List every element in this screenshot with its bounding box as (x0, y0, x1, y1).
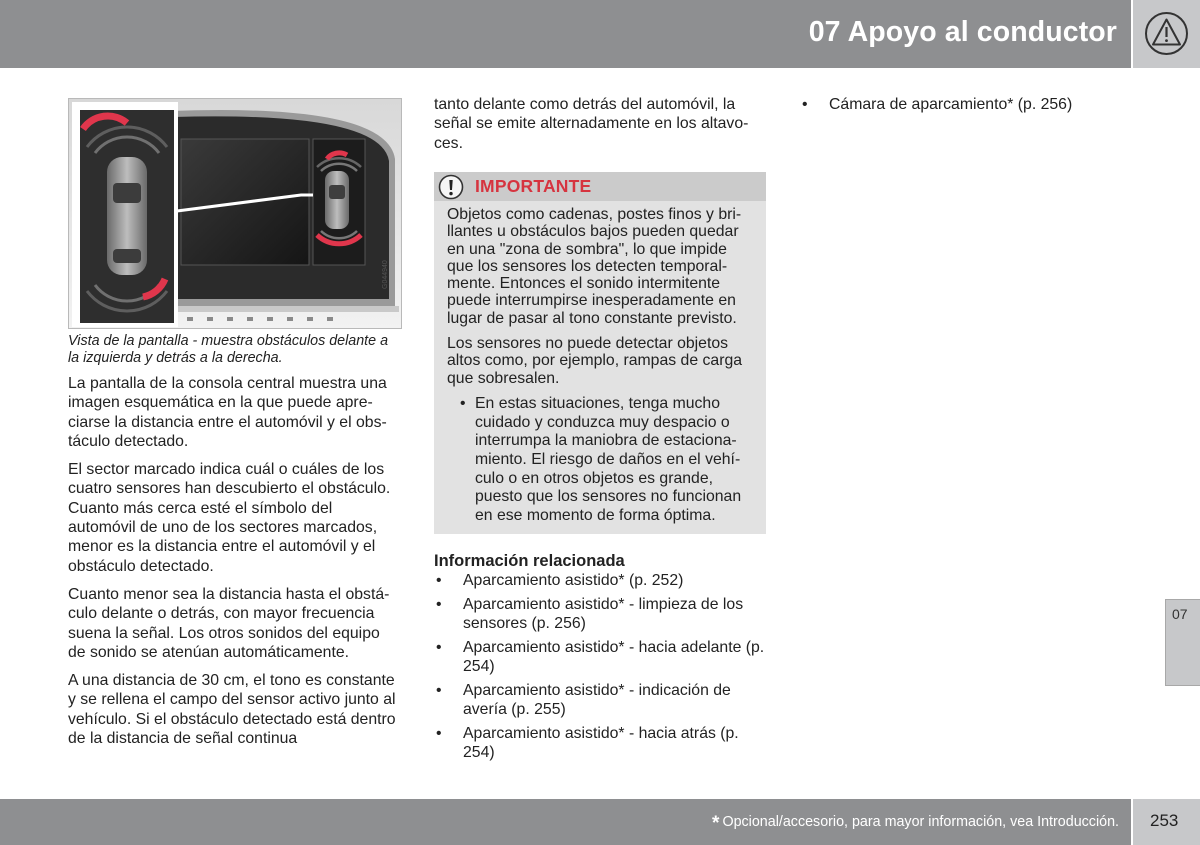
chapter-tab[interactable] (1165, 599, 1200, 686)
figure-code: G044940 (382, 260, 389, 289)
chapter-title: 07 Apoyo al conductor (808, 16, 1117, 48)
footnote (712, 813, 1119, 835)
asterisk-icon: * (712, 813, 720, 834)
important-title: IMPORTANTE (475, 176, 592, 196)
related-link[interactable]: • Aparcamiento asistido* (p. 252) (436, 572, 684, 589)
warning-triangle-icon (1144, 11, 1189, 56)
paragraph: La pantalla de la consola central muestra una imagen esquemática en la que puede apreciarse la distancia entre el automóvil y el obstáculo detectado. (68, 375, 387, 450)
paragraph: El sector marcado indica cuál o cuáles de los cuatro sensores han descubierto el obstáculo. Cuanto más cerca esté el símbolo del automóvil de uno de los sectores marcados, menor es la distancia entre el automóvil y el obstáculo detectado. (68, 461, 391, 575)
related-link[interactable]: • Aparcamiento asistido* - limpieza de los sensores (p. 256) (436, 596, 744, 632)
related-link[interactable]: • Cámara de aparcamiento* (p. 256) (802, 96, 1073, 113)
paragraph: Los sensores no puede detectar objetos altos como, por ejemplo, rampas de carga que sobresalen. (447, 335, 743, 387)
paragraph: tanto delante como detrás del automóvil, la señal se emite alternadamente en los altavoces. (434, 96, 749, 152)
chapter-icon-box (1133, 0, 1200, 68)
related-info-heading: Información relacionada (434, 552, 625, 570)
bullet-icon: • (802, 96, 808, 113)
exclamation-icon (438, 174, 464, 200)
bullet-icon: • (436, 596, 442, 613)
related-link[interactable]: • Aparcamiento asistido* - hacia adelante (p. 254) (436, 639, 765, 675)
page-number: 253 (1150, 811, 1179, 830)
chapter-tab-label: 07 (1172, 606, 1188, 622)
column-middle (434, 95, 764, 162)
paragraph: Cuanto menor sea la distancia hasta el obstáculo delante o detrás, con mayor frecuencia suena la señal. Los otros sonidos del equipo de sonido se atenúan automáticamente. (68, 585, 390, 661)
page-footer (0, 799, 1131, 845)
related-link[interactable]: • Aparcamiento asistido* - hacia atrás (p. 254) (436, 725, 739, 761)
column-right (800, 95, 1120, 114)
list-item (447, 395, 752, 526)
page-header (0, 0, 1131, 68)
bullet-icon: • (436, 725, 442, 742)
important-body (434, 201, 766, 526)
related-link[interactable]: • Aparcamiento asistido* - indicación de avería (p. 255) (436, 682, 731, 718)
dashboard-illustration (69, 99, 402, 329)
parking-display-image (68, 98, 402, 329)
paragraph: Objetos como cadenas, postes finos y brillantes u obstáculos bajos pueden quedar en una "zona de sombra", lo que impide que los sensores los detecten temporalmente. Entonces el sonido intermitente puede interrumpirse inesperadamente en lugar de pasar al tono constante previsto. (447, 206, 742, 327)
important-box (434, 172, 766, 534)
bullet-icon: • (460, 394, 466, 412)
column-left (68, 374, 401, 757)
list-item-text: En estas situaciones, tenga mucho cuidado y conduzca muy despacio o interrumpa la maniobra de estacionamiento. El riesgo de daños en el vehículo o en otros objetos es grande, puesto que los sensores no funcionan en ese momento de forma óptima. (475, 394, 742, 525)
important-header (434, 172, 766, 201)
related-info-list (434, 571, 766, 767)
bullet-icon: • (436, 572, 442, 589)
bullet-icon: • (436, 682, 442, 699)
paragraph: A una distancia de 30 cm, el tono es constante y se rellena el campo del sensor activo junto al vehículo. Si el obstáculo detectado está dentro de la distancia de señal continua (68, 672, 396, 748)
figure-caption: Vista de la pantalla - muestra obstáculos delante a la izquierda y detrás a la derecha. (68, 333, 389, 366)
footnote-text: Opcional/accesorio, para mayor información, vea Introducción. (722, 814, 1119, 830)
bullet-icon: • (436, 639, 442, 656)
page-number-box (1133, 799, 1200, 845)
